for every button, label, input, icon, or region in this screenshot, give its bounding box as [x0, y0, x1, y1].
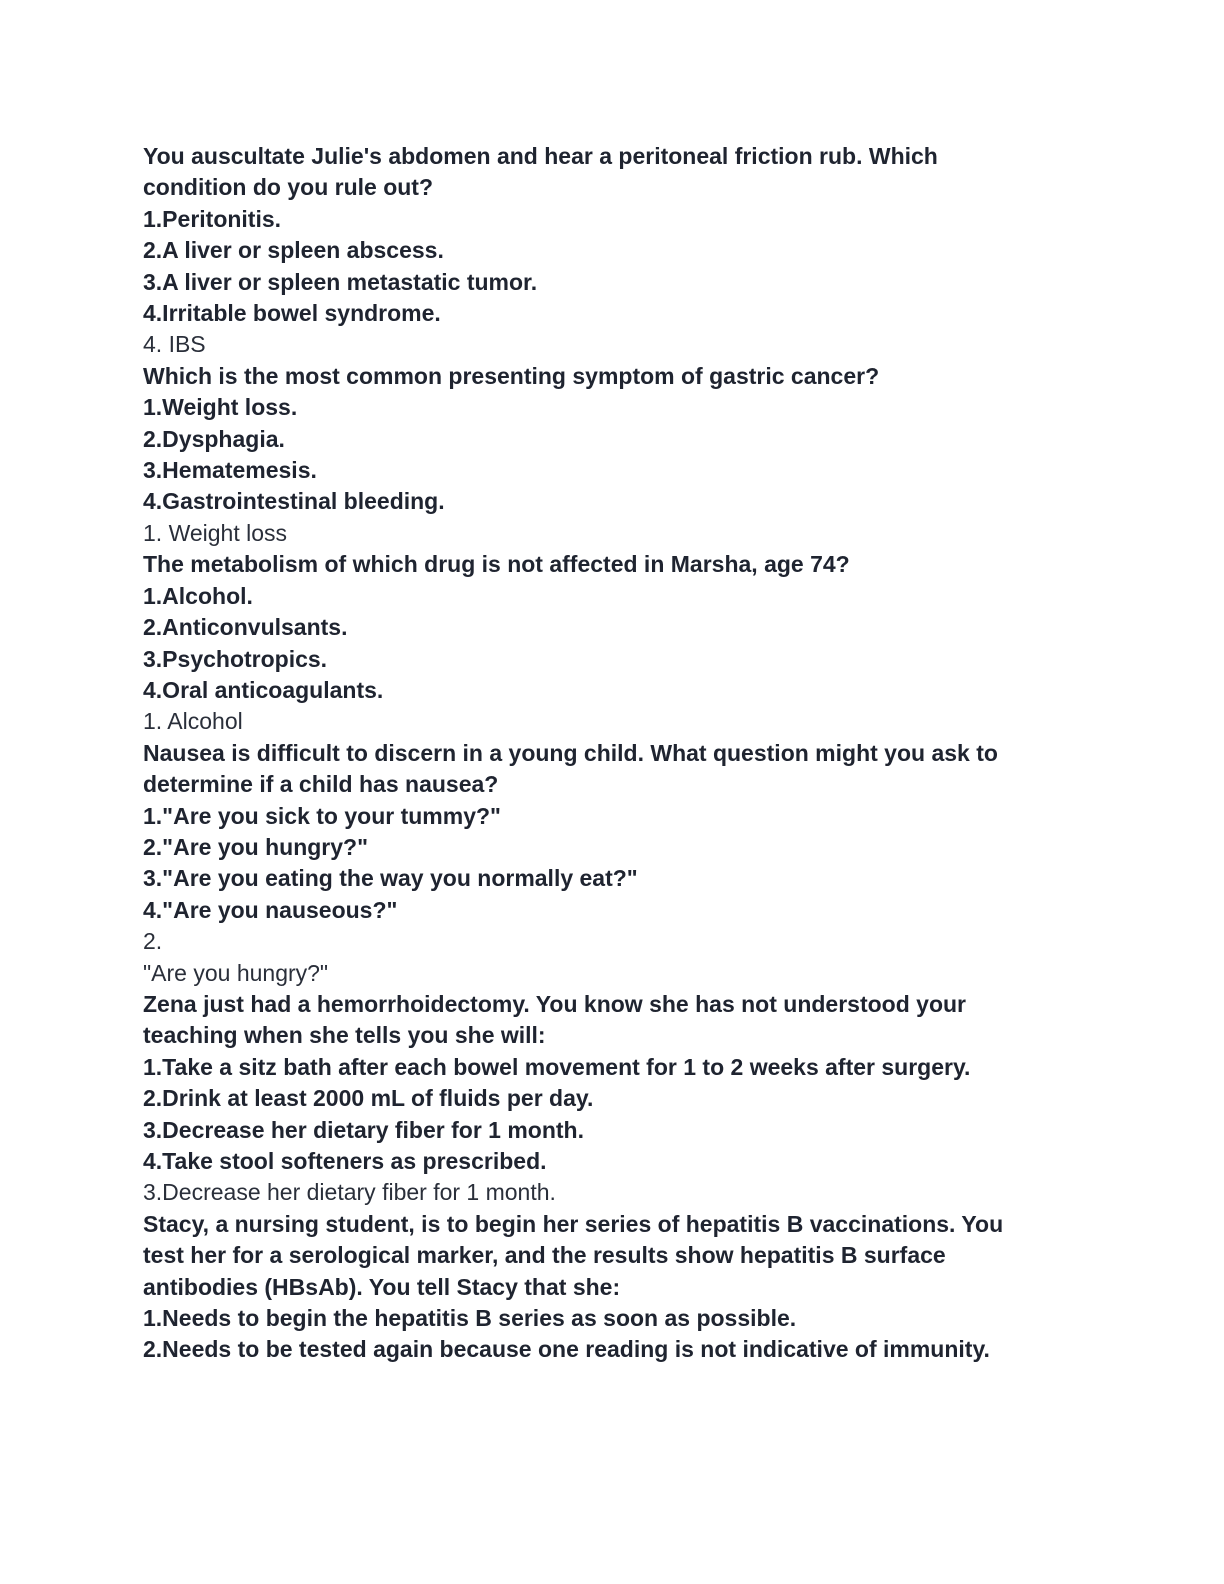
answer-option: 1.Take a sitz bath after each bowel movement for 1 to 2 weeks after surgery. — [143, 1053, 971, 1080]
question-text: Stacy, a nursing student, is to begin her series of hepatitis B vaccinations. You — [143, 1210, 1004, 1237]
question-block — [143, 141, 1143, 361]
question-block — [143, 738, 1143, 989]
answer-option: 4.Irritable bowel syndrome. — [143, 300, 441, 327]
answer-option: 3.Decrease her dietary fiber for 1 month. — [143, 1116, 584, 1143]
answer-option: 1.Alcohol. — [143, 582, 253, 609]
answer-option: 1.Weight loss. — [143, 394, 298, 421]
answer-key: "Are you hungry?" — [143, 959, 329, 986]
question-block — [143, 989, 1143, 1209]
question-text: teaching when she tells you she will: — [143, 1022, 546, 1049]
question-block — [143, 549, 1143, 737]
question-text: condition do you rule out? — [143, 174, 434, 201]
question-text: The metabolism of which drug is not affected in Marsha, age 74? — [143, 551, 850, 578]
question-text: Nausea is difficult to discern in a young child. What question might you ask to — [143, 739, 998, 766]
answer-option: 2.Drink at least 2000 mL of fluids per day. — [143, 1085, 594, 1112]
answer-key: 1. Weight loss — [143, 519, 288, 546]
answer-key: 1. Alcohol — [143, 708, 243, 735]
answer-key: 2. — [143, 928, 163, 955]
answer-option: 1.Needs to begin the hepatitis B series as soon as possible. — [143, 1305, 797, 1332]
answer-option: 4.Gastrointestinal bleeding. — [143, 488, 445, 515]
answer-option: 2."Are you hungry?" — [143, 833, 369, 860]
answer-option: 3.Psychotropics. — [143, 645, 328, 672]
answer-option: 1."Are you sick to your tummy?" — [143, 802, 501, 829]
answer-option: 2.Dysphagia. — [143, 425, 285, 452]
question-block — [143, 1209, 1143, 1366]
question-text: Zena just had a hemorrhoidectomy. You know she has not understood your — [143, 990, 966, 1017]
question-text: You auscultate Julie's abdomen and hear a peritoneal friction rub. Which — [143, 143, 938, 169]
answer-option: 2.A liver or spleen abscess. — [143, 237, 444, 264]
answer-key: 3.Decrease her dietary fiber for 1 month. — [143, 1179, 556, 1206]
answer-option: 4.Take stool softeners as prescribed. — [143, 1148, 547, 1174]
answer-option: 4."Are you nauseous?" — [143, 896, 398, 923]
question-text: antibodies (HBsAb). You tell Stacy that she: — [143, 1273, 621, 1300]
answer-option: 1.Peritonitis. — [143, 205, 282, 232]
answer-option: 3."Are you eating the way you normally eat?" — [143, 865, 638, 892]
question-text: test her for a serological marker, and the results show hepatitis B surface — [143, 1242, 946, 1269]
document-page — [143, 141, 1143, 1366]
answer-option: 4.Oral anticoagulants. — [143, 676, 384, 703]
answer-key: 4. IBS — [143, 331, 206, 358]
question-text: Which is the most common presenting symptom of gastric cancer? — [143, 362, 880, 389]
answer-option: 2.Anticonvulsants. — [143, 614, 348, 641]
question-text: determine if a child has nausea? — [143, 771, 499, 798]
question-block — [143, 361, 1143, 549]
answer-option: 2.Needs to be tested again because one reading is not indicative of immunity. — [143, 1336, 990, 1363]
answer-option: 3.A liver or spleen metastatic tumor. — [143, 268, 538, 295]
answer-option: 3.Hematemesis. — [143, 457, 317, 484]
